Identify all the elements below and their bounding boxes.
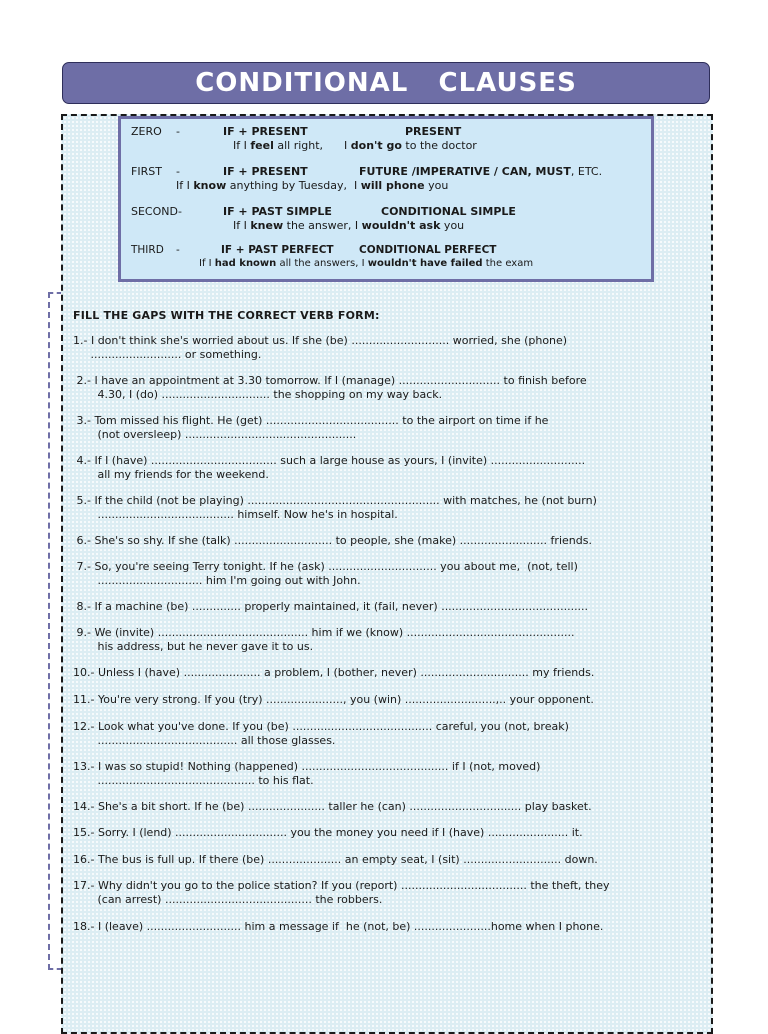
exercise-line: 7.- So, you're seeing Terry tonight. If he (ask) ............................... you about me, (not, tell) <box>73 560 578 573</box>
exercise-item <box>73 626 693 654</box>
exercise-line: 4.30, I (do) ............................... the shopping on my way back. <box>73 388 443 401</box>
rule-name: ZERO <box>131 125 162 138</box>
exercise-line: .......................... or something. <box>73 348 262 361</box>
exercise-line: 3.- Tom missed his flight. He (get) ...................................... to the airport on time if he <box>73 414 549 427</box>
example-verb: will phone <box>360 179 425 192</box>
exercise-line: 16.- The bus is full up. If there (be) ..................... an empty seat, I (sit) ............................ down. <box>73 853 598 866</box>
example-text: If I <box>176 179 194 192</box>
exercise-line: 15.- Sorry. I (lend) ................................ you the money you need if I (have) ....................... it. <box>73 826 583 839</box>
rule-pattern-left: IF + PRESENT <box>223 125 308 138</box>
exercise-line: his address, but he never gave it to us. <box>73 640 314 653</box>
example-text: to the doctor <box>401 139 477 152</box>
rule-dash: - <box>176 165 180 178</box>
title-banner <box>62 62 710 104</box>
example-text: you <box>440 219 465 232</box>
exercise-line: 6.- She's so shy. If she (talk) ............................ to people, she (make) ......................... friends. <box>73 534 592 547</box>
exercise-item <box>73 879 693 907</box>
example-text: If I <box>199 258 215 269</box>
example-verb: wouldn't ask <box>361 219 441 232</box>
rule-row-second <box>121 205 651 219</box>
example-text: the answer, I <box>283 219 362 232</box>
exercise-line: 14.- She's a bit short. If he (be) ...................... taller he (can) ................................ play basket. <box>73 800 592 813</box>
rule-pattern-right: PRESENT <box>405 125 462 138</box>
exercise-line: (not oversleep) ................................................. <box>73 428 357 441</box>
exercise-item <box>73 600 693 614</box>
exercise-line: ............................................. to his flat. <box>73 774 314 787</box>
rule-pattern-left: IF + PAST PERFECT <box>221 244 334 256</box>
exercise-item <box>73 826 693 840</box>
rule-example-second <box>233 219 464 232</box>
page-title: CONDITIONAL CLAUSES <box>195 68 577 98</box>
exercise-line: 4.- If I (have) .................................... such a large house as yours, I (invite) ........................... <box>73 454 586 467</box>
rules-summary-box <box>118 116 654 282</box>
exercise-line: .............................. him I'm going out with John. <box>73 574 361 587</box>
example-verb: know <box>193 179 227 192</box>
exercise-instruction: FILL THE GAPS WITH THE CORRECT VERB FORM: <box>73 309 380 322</box>
exercise-item <box>73 494 693 522</box>
exercise-line: 11.- You're very strong. If you (try) ......................, you (win) ..........................,.. your opponent. <box>73 693 594 706</box>
exercise-line: 13.- I was so stupid! Nothing (happened) .......................................... if I (not, moved) <box>73 760 541 773</box>
rule-example-first <box>176 179 448 192</box>
rule-name: FIRST <box>131 165 162 178</box>
example-text: you <box>424 179 449 192</box>
exercise-item <box>73 560 693 588</box>
exercise-item <box>73 454 693 482</box>
exercise-line: 12.- Look what you've done. If you (be) ........................................ careful, you (not, break) <box>73 720 569 733</box>
exercise-item <box>73 720 693 748</box>
example-text: all right, I <box>273 139 351 152</box>
rule-name: SECOND- <box>131 205 182 218</box>
rule-pattern-left: IF + PAST SIMPLE <box>223 205 332 218</box>
rule-row-zero <box>121 125 651 139</box>
rule-row-first <box>121 165 651 179</box>
rule-dash: - <box>176 244 180 256</box>
example-text: If I <box>233 219 251 232</box>
exercise-line: 8.- If a machine (be) .............. properly maintained, it (fail, never) .......................................... <box>73 600 589 613</box>
exercise-item <box>73 666 693 680</box>
exercise-line: 5.- If the child (not be playing) ....................................................... with matches, he (not burn) <box>73 494 597 507</box>
exercise-item <box>73 374 693 402</box>
rule-pattern-left: IF + PRESENT <box>223 165 308 178</box>
exercise-item <box>73 800 693 814</box>
side-bracket-decoration <box>48 292 62 970</box>
example-verb: had known <box>214 258 277 269</box>
exercise-line: 10.- Unless I (have) ...................... a problem, I (bother, never) ............................... my friends. <box>73 666 595 679</box>
exercise-item <box>73 760 693 788</box>
exercise-line: 9.- We (invite) ........................................... him if we (know) ................................................ <box>73 626 575 639</box>
example-text: If I <box>233 139 251 152</box>
exercise-item <box>73 693 693 707</box>
example-text: anything by Tuesday, I <box>226 179 361 192</box>
exercise-line: ........................................ all those glasses. <box>73 734 336 747</box>
example-verb: wouldn't have failed <box>367 258 483 269</box>
exercise-line: (can arrest) .......................................... the robbers. <box>73 893 383 906</box>
rule-pattern-right: CONDITIONAL PERFECT <box>359 244 497 256</box>
exercise-line: 2.- I have an appointment at 3.30 tomorrow. If I (manage) ............................. to finish before <box>73 374 587 387</box>
exercise-item <box>73 920 693 934</box>
exercise-line: 18.- I (leave) ........................... him a message if he (not, be) ......................home when I phone. <box>73 920 604 933</box>
rule-dash: - <box>176 125 180 138</box>
exercise-item <box>73 334 693 362</box>
rule-name: THIRD <box>131 244 164 256</box>
rule-pattern-extra: , ETC. <box>570 165 603 178</box>
example-text: all the answers, I <box>276 258 368 269</box>
exercise-line: all my friends for the weekend. <box>73 468 269 481</box>
exercise-line: ....................................... himself. Now he's in hospital. <box>73 508 398 521</box>
exercise-line: 1.- I don't think she's worried about us. If she (be) ............................ worried, she (phone) <box>73 334 568 347</box>
exercise-item <box>73 534 693 548</box>
exercise-item <box>73 853 693 867</box>
exercise-line: 17.- Why didn't you go to the police station? If you (report) .................................... the theft, they <box>73 879 610 892</box>
example-verb: knew <box>250 219 284 232</box>
example-text: the exam <box>482 258 534 269</box>
rule-pattern-right: CONDITIONAL SIMPLE <box>381 205 516 218</box>
rule-pattern-right: FUTURE /IMPERATIVE / CAN, MUST <box>359 165 571 178</box>
rule-row-third <box>121 244 651 258</box>
example-verb: feel <box>250 139 274 152</box>
example-verb: don't go <box>350 139 402 152</box>
rule-example-third <box>199 258 533 269</box>
exercise-item <box>73 414 693 442</box>
rule-example-zero <box>233 139 477 152</box>
